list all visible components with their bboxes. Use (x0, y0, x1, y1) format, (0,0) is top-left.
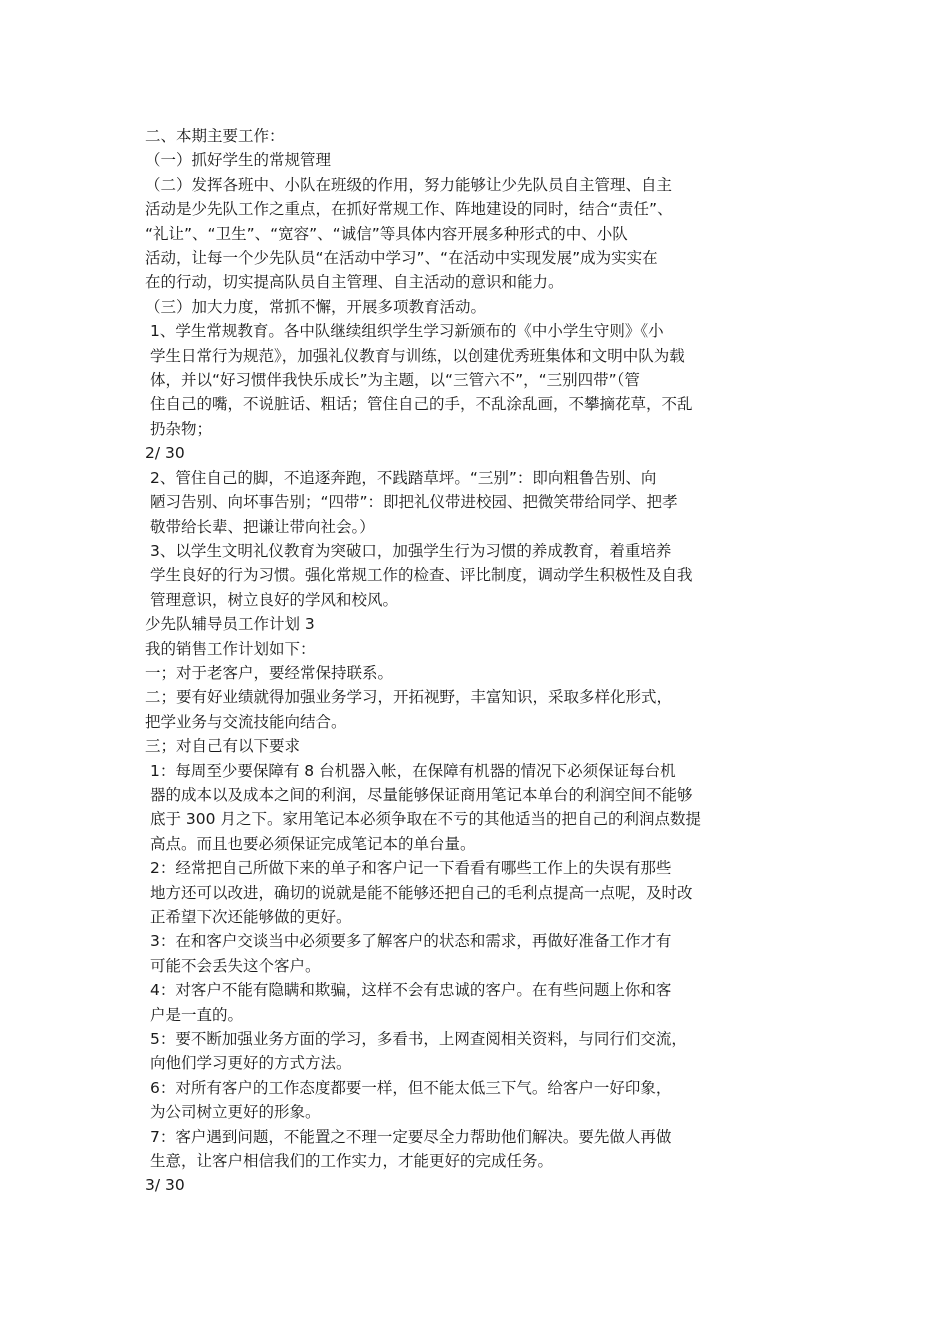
text-line: 6：对所有客户的工作态度都要一样，但不能太低三下气。给客户一好印象， (150, 1078, 672, 1097)
paragraph (145, 661, 745, 685)
text-line: 二、本期主要工作： (145, 127, 285, 145)
text-line: 陋习告别、向坏事告别；“四带”：即把礼仪带进校园、把微笑带给同学、把孝 (150, 493, 678, 512)
text-line: 5：要不断加强业务方面的学习，多看书，上网查阅相关资料，与同行们交流， (150, 1030, 687, 1049)
text-line: 扔杂物； (150, 419, 213, 438)
paragraph (145, 1125, 745, 1174)
text-line: 1、学生常规教育。各中队继续组织学生学习新颁布的《中小学生守则》《小 (150, 322, 664, 341)
text-line: 活动，让每一个少先队员“在活动中学习”、“在活动中实现发展”成为实实在 (145, 249, 658, 268)
paragraph (145, 637, 745, 661)
text-line: 1：每周至少要保障有 8 台机器入帐，在保障有机器的情况下必须保证每台机 (150, 761, 676, 780)
text-line: 可能不会丢失这个客户。 (150, 956, 321, 975)
paragraph (145, 173, 745, 295)
paragraph (145, 685, 745, 734)
paragraph (145, 612, 745, 636)
text-line: 2：经常把自己所做下来的单子和客户记一下看看有哪些工作上的失误有那些 (150, 859, 672, 878)
paragraph (145, 759, 745, 857)
text-line: 7：客户遇到问题，不能置之不理一定要尽全力帮助他们解决。要先做人再做 (150, 1127, 672, 1146)
text-line: 底于 300 月之下。家用笔记本必须争取在不亏的其他适当的把自己的利润点数提 (150, 810, 701, 829)
paragraph (145, 466, 745, 539)
text-line: 3/ 30 (145, 1176, 185, 1195)
text-line: 向他们学习更好的方式方法。 (150, 1054, 352, 1073)
text-line: 2、管住自己的脚，不追逐奔跑，不践踏草坪。“三别”：即向粗鲁告别、向 (150, 468, 657, 487)
paragraph (145, 1173, 745, 1197)
text-line: 在的行动，切实提高队员自主管理、自主活动的意识和能力。 (145, 273, 564, 292)
text-line: 正希望下次还能够做的更好。 (150, 908, 352, 926)
paragraph (145, 124, 745, 148)
paragraph (145, 539, 745, 612)
text-line: 学生日常行为规范》，加强礼仪教育与训练，以创建优秀班集体和文明中队为载 (150, 346, 685, 365)
text-line: （三）加大力度，常抓不懈，开展多项教育活动。 (145, 297, 487, 316)
text-line: 高点。而且也要必须保证完成笔记本的单台量。 (150, 834, 476, 853)
text-line: 三；对自己有以下要求 (145, 737, 301, 756)
text-line: 一；对于老客户，要经常保持联系。 (145, 663, 394, 682)
text-line: 把学业务与交流技能向结合。 (145, 712, 347, 731)
text-line: 4：对客户不能有隐瞒和欺骗，这样不会有忠诚的客户。在有些问题上你和客 (150, 981, 672, 1000)
document-body (145, 124, 745, 1198)
text-line: 3、以学生文明礼仪教育为突破口，加强学生行为习惯的养成教育，着重培养 (150, 541, 672, 560)
text-line: 户是一直的。 (150, 1005, 244, 1024)
text-line: （二）发挥各班中、小队在班级的作用，努力能够让少先队员自主管理、自主 (145, 175, 673, 194)
text-line: “礼让”、“卫生”、“宽容”、“诚信”等具体内容开展多种形式的中、小队 (145, 224, 628, 243)
text-line: （一）抓好学生的常规管理 (145, 151, 332, 170)
paragraph (145, 856, 745, 929)
text-line: 管理意识，树立良好的学风和校风。 (150, 590, 399, 609)
paragraph (145, 978, 745, 1027)
paragraph (145, 929, 745, 978)
text-line: 生意，让客户相信我们的工作实力，才能更好的完成任务。 (150, 1152, 554, 1171)
text-line: 地方还可以改进，确切的说就是能不能够还把自己的毛利点提高一点呢，及时改 (150, 883, 693, 902)
text-line: 体，并以“好习惯伴我快乐成长”为主题，以“三管六不”，“三别四带”（管 (150, 371, 640, 390)
text-line: 活动是少先队工作之重点，在抓好常规工作、阵地建设的同时，结合“责任”、 (145, 200, 673, 219)
paragraph (145, 295, 745, 319)
text-line: 器的成本以及成本之间的利润，尽量能够保证商用笔记本单台的利润空间不能够 (150, 785, 693, 804)
text-line: 住自己的嘴，不说脏话、粗话；管住自己的手，不乱涂乱画，不攀摘花草，不乱 (150, 395, 693, 414)
paragraph (145, 734, 745, 758)
paragraph (145, 148, 745, 172)
text-line: 敬带给长辈、把谦让带向社会。） (150, 517, 375, 536)
paragraph (145, 441, 745, 465)
text-line: 2/ 30 (145, 444, 185, 463)
text-line: 二；要有好业绩就得加强业务学习，开拓视野，丰富知识，采取多样化形式， (145, 688, 673, 707)
text-line: 我的销售工作计划如下： (145, 639, 316, 658)
paragraph (145, 1027, 745, 1076)
paragraph (145, 319, 745, 441)
text-line: 学生良好的行为习惯。强化常规工作的检查、评比制度，调动学生积极性及自我 (150, 566, 693, 585)
text-line: 为公司树立更好的形象。 (150, 1103, 321, 1122)
paragraph (145, 1076, 745, 1125)
text-line: 少先队辅导员工作计划 3 (145, 615, 315, 634)
text-line: 3：在和客户交谈当中必须要多了解客户的状态和需求，再做好准备工作才有 (150, 932, 672, 951)
